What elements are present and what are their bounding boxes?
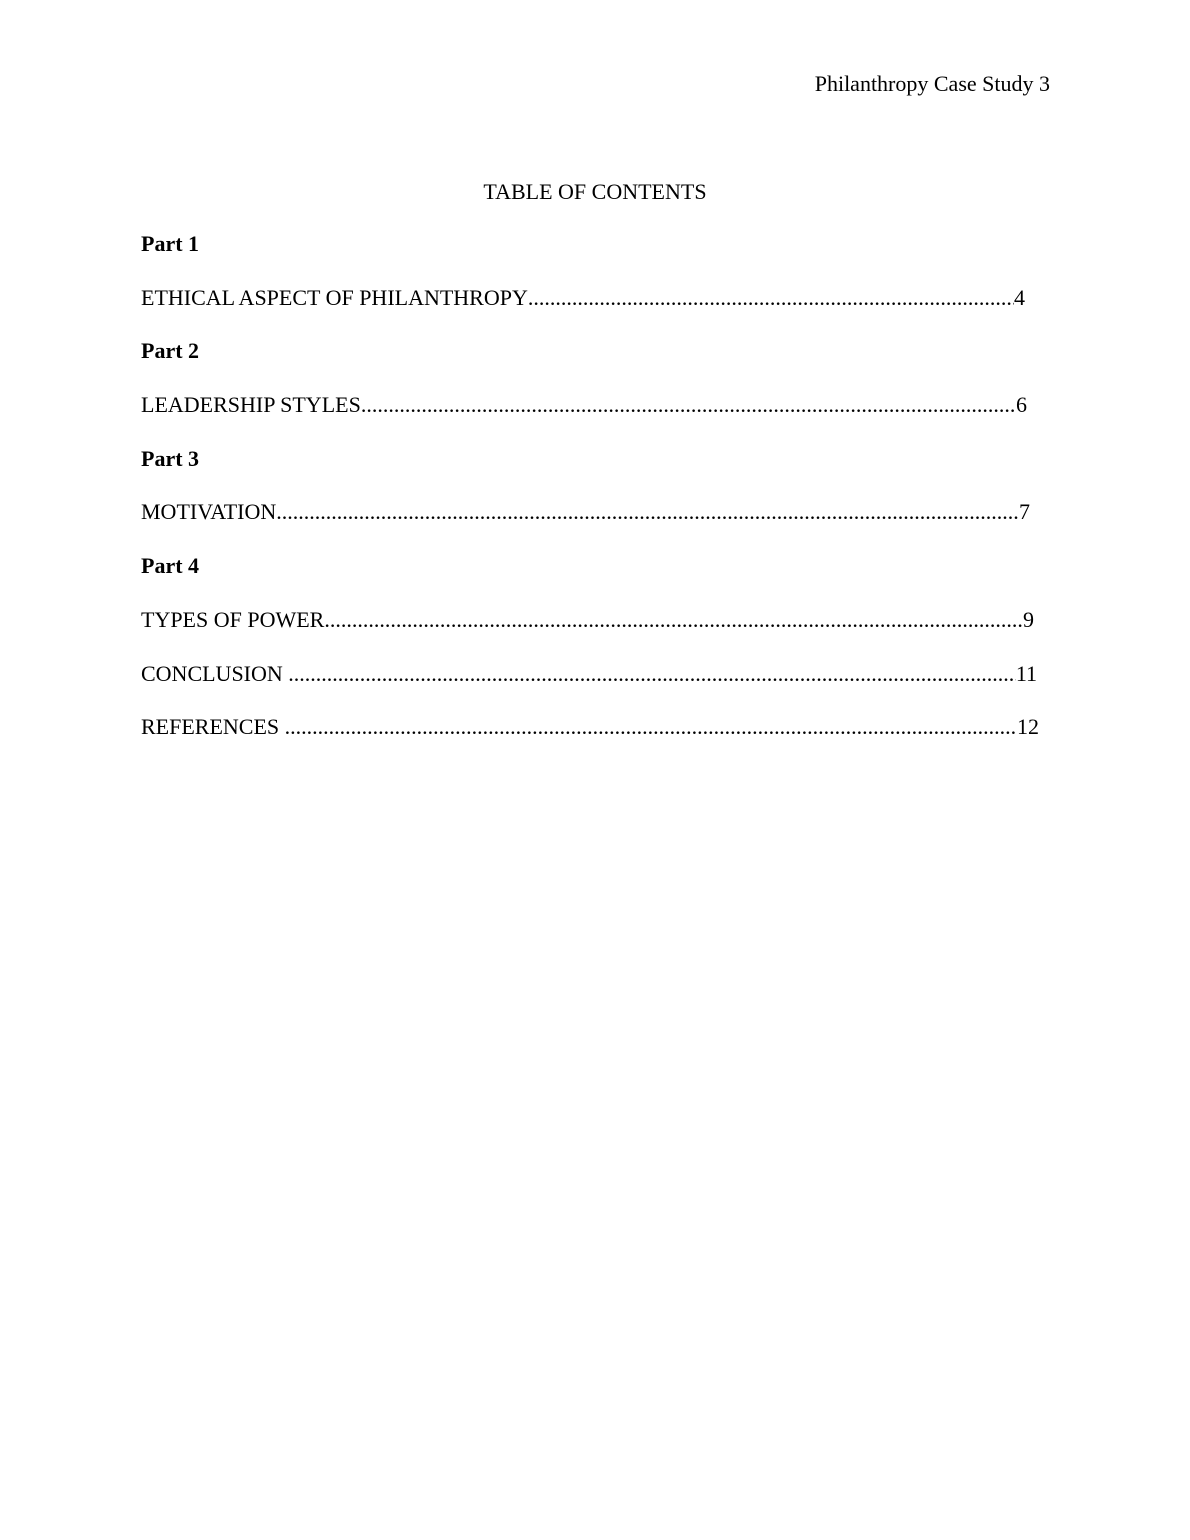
toc-entry-ethical-aspect[interactable] [141,284,1025,338]
dot-leader [285,713,1017,741]
toc-entry-page: 9 [1023,606,1034,632]
dot-leader [324,606,1023,634]
toc-entry-label: ETHICAL ASPECT OF PHILANTHROPY [141,284,528,310]
part-2-heading: Part 2 [141,338,200,364]
toc-entry-page: 4 [1014,284,1025,310]
toc-entry-label: MOTIVATION [141,499,277,525]
toc-entry-motivation[interactable] [141,498,1030,552]
dot-leader [361,391,1016,419]
toc-entry-label: REFERENCES [141,714,285,740]
toc-entry-page: 6 [1016,392,1027,418]
part-4-heading: Part 4 [141,553,200,579]
dot-leader [288,660,1016,688]
toc-entry-page: 12 [1017,714,1039,740]
table-of-contents [141,230,1061,767]
toc-entry-types-of-power[interactable] [141,606,1034,660]
dot-leader [528,284,1014,312]
toc-entry-label: LEADERSHIP STYLES [141,392,361,418]
dot-leader [276,498,1019,526]
toc-entry-leadership-styles[interactable] [141,391,1027,445]
toc-entry-page: 11 [1015,660,1037,686]
toc-entry-references[interactable] [141,713,1039,767]
toc-entry-page: 7 [1019,499,1030,525]
part-3-heading: Part 3 [141,445,200,471]
toc-entry-conclusion[interactable] [141,660,1037,714]
toc-entry-label: TYPES OF POWER [141,606,325,632]
running-head: Philanthropy Case Study 3 [814,71,1050,96]
part-1-heading: Part 1 [141,231,200,256]
toc-entry-label: CONCLUSION [141,660,289,686]
toc-title: TABLE OF CONTENTS [483,179,707,204]
